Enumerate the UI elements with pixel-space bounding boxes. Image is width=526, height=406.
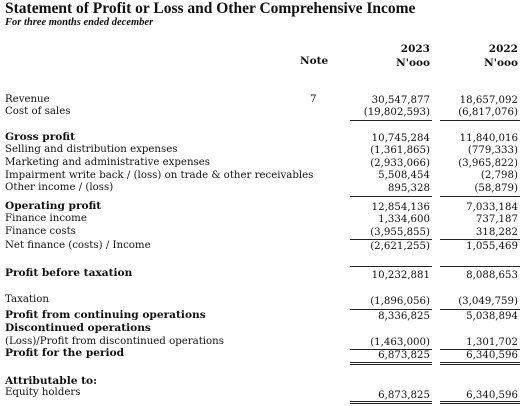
value-2022: 11,840,016 [459,133,518,144]
value-2022: 737,187 [475,214,518,225]
row-label: Selling and distribution expenses [5,144,178,155]
value-2023: (19,802,593) [363,107,430,118]
value-2023: (1,463,000) [370,337,430,348]
subtotal-rule [350,196,432,197]
row-label: Finance costs [5,226,76,237]
value-2022: (779,333) [467,145,518,156]
value-2022: (6,817,076) [458,107,518,118]
value-2023: 5,508,454 [378,170,430,181]
row-label: Cost of sales [5,106,71,117]
row-label: Profit for the period [5,347,125,359]
row-label: Profit from continuing operations [5,309,206,321]
unit-2023-header: N'ooo [396,57,430,69]
value-2022: 6,340,596 [466,390,518,401]
row-label: Impairment write back / (loss) on trade & other receivables [5,170,314,181]
value-2023: 895,328 [387,183,430,194]
value-2023: (2,621,255) [370,241,430,252]
value-2022: 1,301,702 [466,337,518,348]
subtotal-rule [440,239,520,240]
subtotal-rule [440,196,520,197]
section-heading: Discontinued operations [5,322,151,334]
subtotal-rule [440,266,520,267]
value-2023: (1,896,056) [370,296,430,307]
value-2023: 6,873,825 [378,390,430,401]
row-label: Equity holders [5,387,81,398]
value-2023: 30,547,877 [371,95,430,106]
value-2022: (3,965,822) [458,158,518,169]
value-2022: (2,798) [480,170,518,181]
total-double-rule [440,401,520,404]
row-label: Operating profit [5,200,102,212]
note-column-header: Note [300,55,329,67]
row-label: Finance income [5,213,87,224]
row-label: (Loss)/Profit from discontinued operations [5,336,224,347]
unit-2022-header: N'ooo [484,57,518,69]
subtotal-rule [350,120,432,121]
subtotal-rule [350,266,432,267]
subtotal-rule [440,120,520,121]
value-2023: 8,336,825 [378,311,430,322]
value-2023: (1,361,865) [370,145,430,156]
value-2022: (3,049,759) [458,296,518,307]
value-2022: 18,657,092 [459,95,518,106]
row-label: Marketing and administrative expenses [5,157,210,168]
row-label: Taxation [5,294,49,305]
year-2023-header: 2023 [400,43,430,55]
value-2023: 12,854,136 [371,202,430,213]
subtotal-rule [440,309,520,310]
value-2022: 318,282 [475,227,518,238]
value-2023: (2,933,066) [370,158,430,169]
row-label: Other income / (loss) [5,182,114,193]
year-2022-header: 2022 [488,43,518,55]
row-label: Gross profit [5,131,75,143]
value-2022: 7,033,184 [466,202,518,213]
subtotal-rule [350,239,432,240]
value-2022: 1,055,469 [466,241,518,252]
value-2023: 1,334,600 [378,214,430,225]
statement-subtitle: For three months ended december [5,17,154,28]
row-label: Profit before taxation [5,267,133,279]
value-2022: 5,038,894 [466,311,518,322]
total-double-rule [350,401,432,404]
total-double-rule [440,362,520,365]
total-double-rule [350,362,432,365]
section-heading: Attributable to: [5,375,98,387]
value-2023: 6,873,825 [378,350,430,361]
row-label: Net finance (costs) / Income [5,240,151,251]
statement-title: Statement of Profit or Loss and Other Comprehensive Income [5,0,416,17]
subtotal-rule [350,309,432,310]
value-2023: 10,232,881 [371,270,430,281]
value-2023: 10,745,284 [371,133,430,144]
value-2022: (58,879) [474,183,518,194]
value-2023: (3,955,855) [370,227,430,238]
value-2022: 6,340,596 [466,350,518,361]
note-ref: 7 [310,94,317,105]
value-2022: 8,088,653 [466,270,518,281]
row-label: Revenue [5,94,50,105]
